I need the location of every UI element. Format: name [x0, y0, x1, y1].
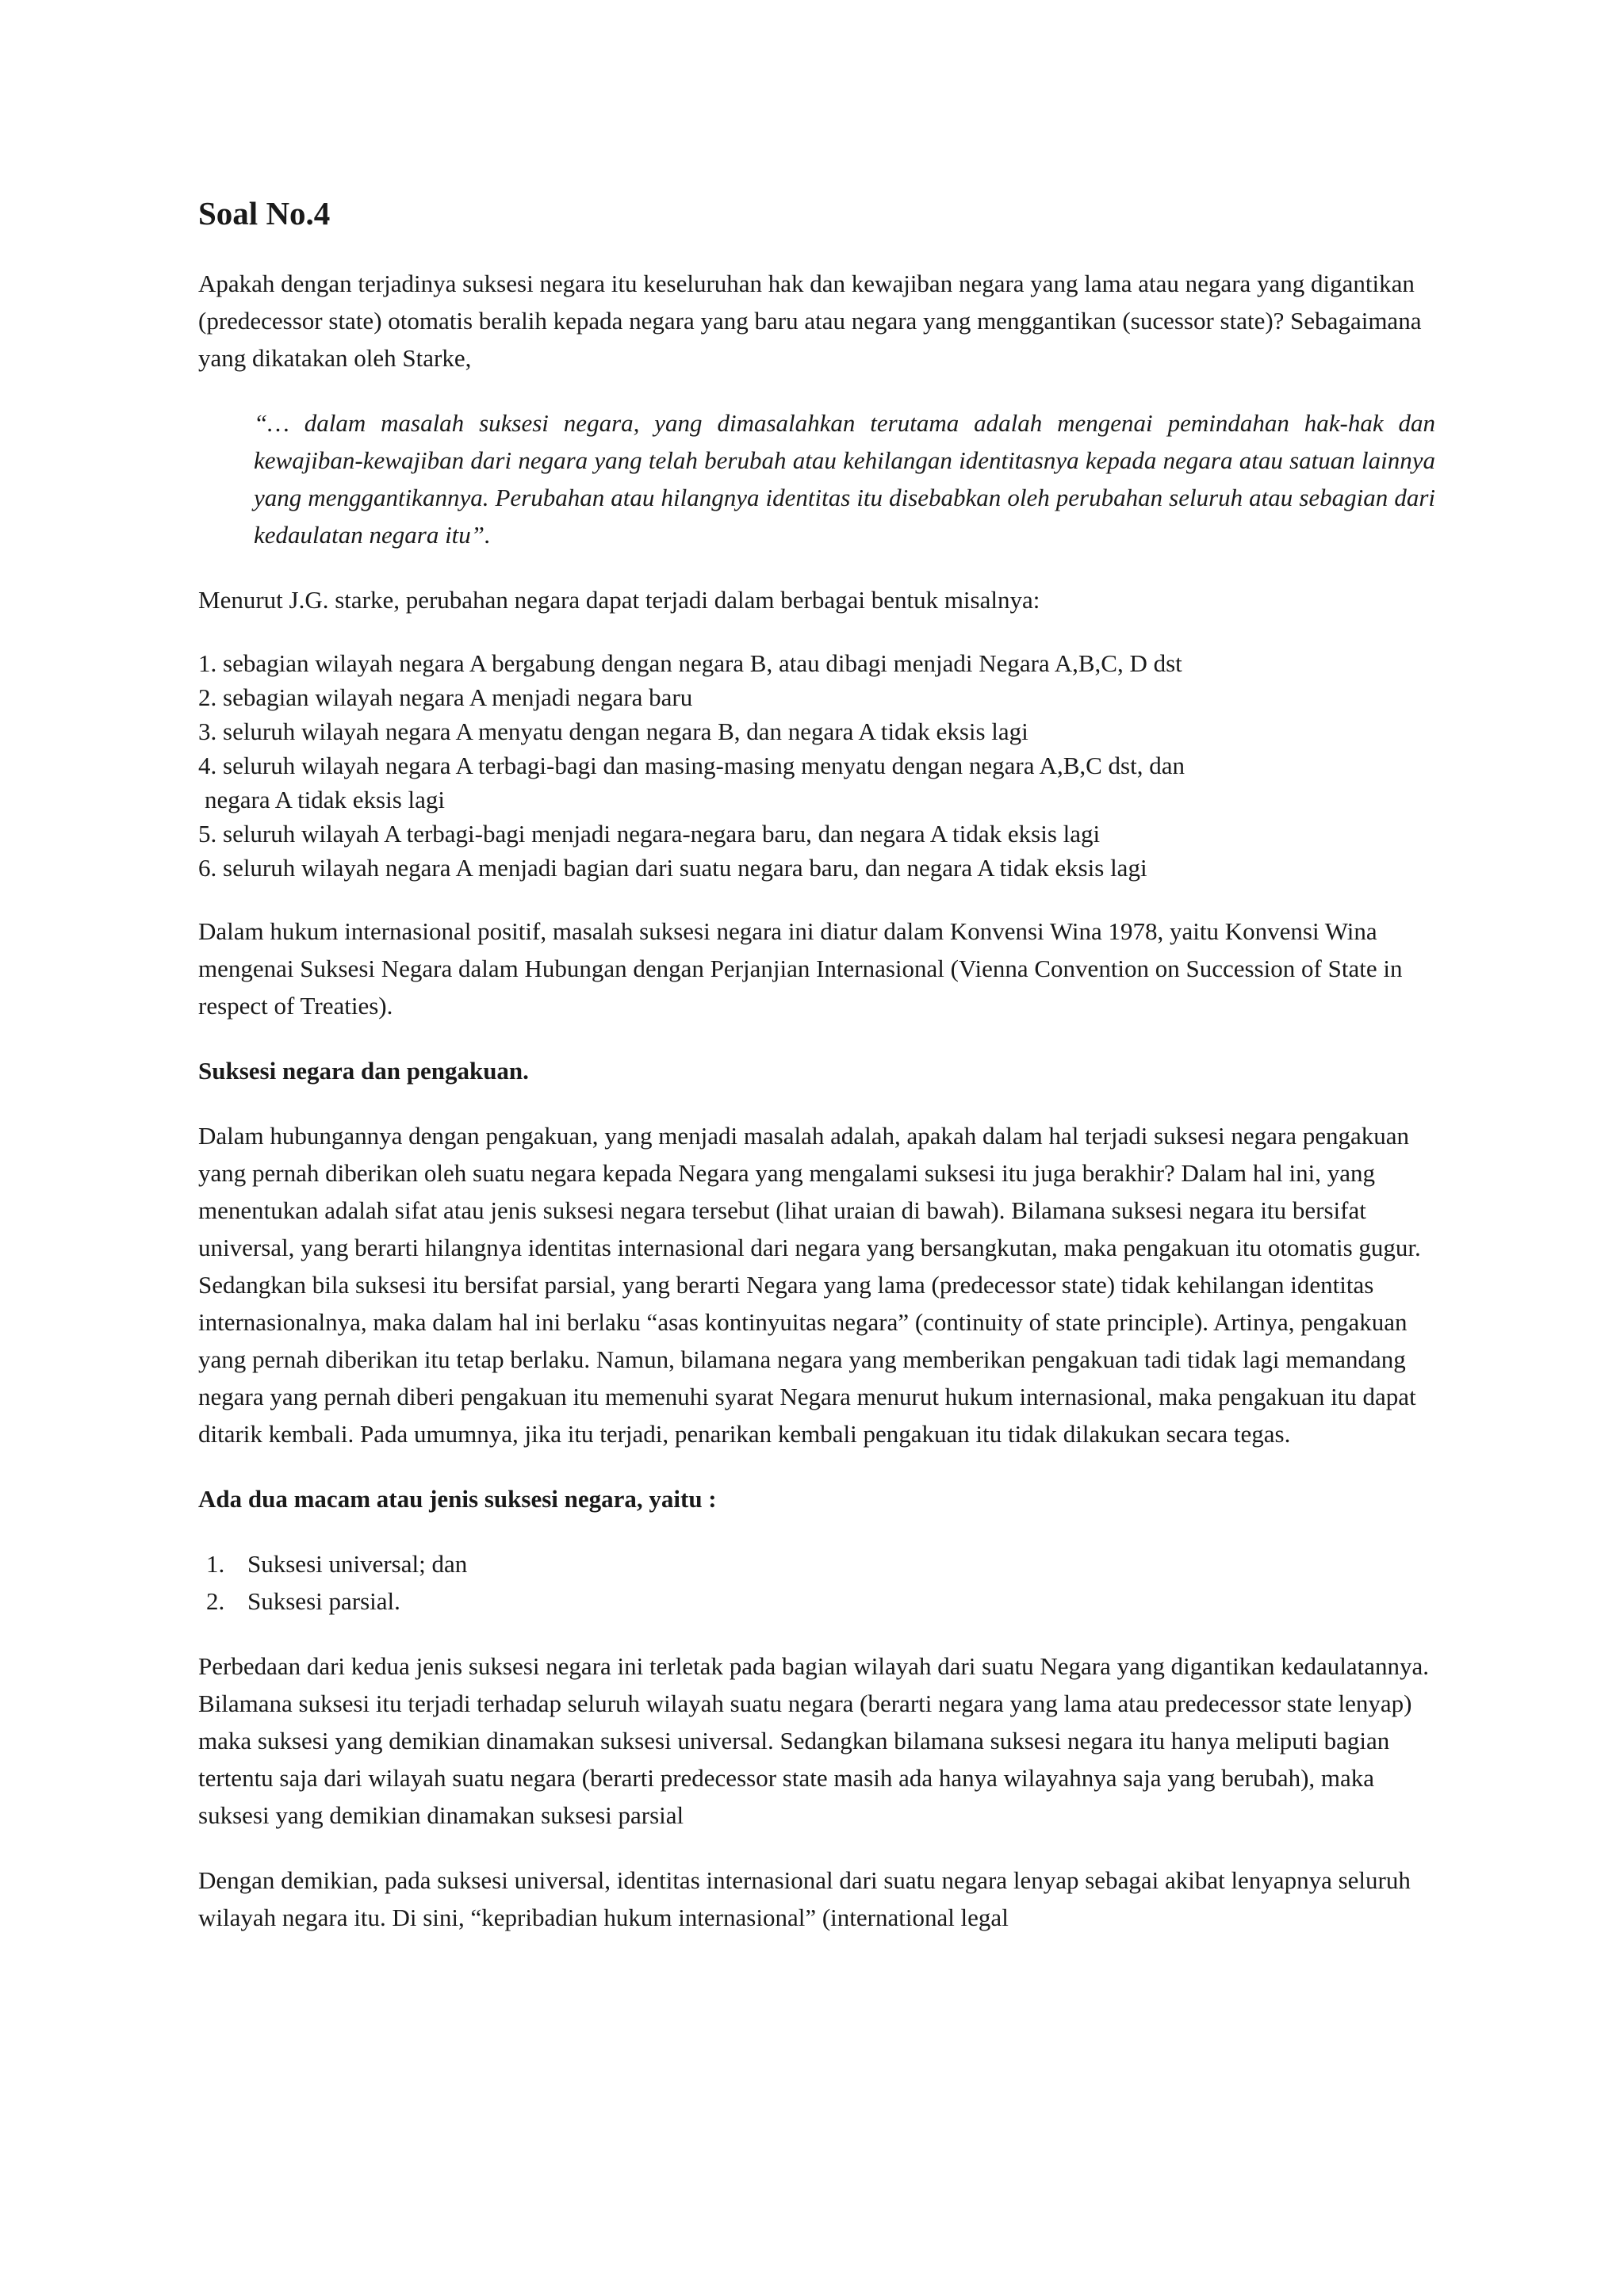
list-number: 2.	[206, 1587, 225, 1616]
list-number: 1.	[206, 1550, 225, 1578]
document-page	[198, 194, 1435, 1964]
convention-paragraph: Dalam hukum internasional positif, masalah suksesi negara ini diatur dalam Konvensi Wina 1978, yaitu Konvensi Wina mengenai Suksesi Negara dalam Hubungan dengan Perjanjian Internasional (Vienna Convention on Succession of State in respect of Treaties).	[198, 917, 1403, 1020]
list-item: 6. seluruh wilayah negara A menjadi bagian dari suatu negara baru, dan negara A tidak eksis lagi	[198, 854, 1147, 882]
intro-paragraph: Apakah dengan terjadinya suksesi negara itu keseluruhan hak dan kewajiban negara yang lama atau negara yang digantikan (predecessor state) otomatis beralih kepada negara yang baru atau negara yang menggantikan (sucessor state)? Sebagaimana yang dikatakan oleh Starke,	[198, 270, 1422, 373]
forms-list	[198, 646, 1435, 885]
section-heading-recognition: Suksesi negara dan pengakuan.	[198, 1057, 529, 1085]
list-item: 3. seluruh wilayah negara A menyatu dengan negara B, dan negara A tidak eksis lagi	[198, 718, 1028, 746]
list-item: 1. sebagian wilayah negara A bergabung dengan negara B, atau dibagi menjadi Negara A,B,C, D dst	[198, 649, 1182, 678]
list-item-continuation: negara A tidak eksis lagi	[205, 786, 446, 814]
types-list	[198, 1545, 1435, 1620]
list-text: Suksesi universal; dan	[247, 1550, 468, 1578]
list-text: Suksesi parsial.	[247, 1587, 400, 1616]
starke-intro-paragraph: Menurut J.G. starke, perubahan negara dapat terjadi dalam berbagai bentuk misalnya:	[198, 586, 1040, 614]
difference-paragraph: Perbedaan dari kedua jenis suksesi negara ini terletak pada bagian wilayah dari suatu Negara yang digantikan kedaulatannya. Bilamana suksesi itu terjadi terhadap seluruh wilayah suatu negara (berarti negara yang lama atau predecessor state lenyap) maka suksesi yang demikian dinamakan suksesi universal. Sedangkan bilamana suksesi negara itu hanya meliputi bagian tertentu saja dari wilayah suatu negara (berarti predecessor state masih ada hanya wilayahnya saja yang berubah), maka suksesi yang demikian dinamakan suksesi parsial	[198, 1652, 1429, 1830]
list-item	[198, 1545, 1435, 1582]
recognition-paragraph: Dalam hubungannya dengan pengakuan, yang menjadi masalah adalah, apakah dalam hal terjadi suksesi negara pengakuan yang pernah diberikan oleh suatu negara kepada Negara yang mengalami suksesi itu juga berakhir? Dalam hal ini, yang menentukan adalah sifat atau jenis suksesi negara tersebut (lihat uraian di bawah). Bilamana suksesi negara itu bersifat universal, yang berarti hilangnya identitas internasional dari negara yang bersangkutan, maka pengakuan itu otomatis gugur. Sedangkan bila suksesi itu bersifat parsial, yang berarti Negara yang lama (predecessor state) tidak kehilangan identitas internasionalnya, maka dalam hal ini berlaku “asas kontinyuitas negara” (continuity of state principle). Artinya, pengakuan yang pernah diberikan itu tetap berlaku. Namun, bilamana negara yang memberikan pengakuan tadi tidak lagi memandang negara yang pernah diberi pengakuan itu memenuhi syarat Negara menurut hukum internasional, maka pengakuan itu dapat ditarik kembali. Pada umumnya, jika itu terjadi, penarikan kembali pengakuan itu tidak dilakukan secara tegas.	[198, 1122, 1421, 1448]
section-heading-types: Ada dua macam atau jenis suksesi negara, yaitu :	[198, 1485, 717, 1513]
list-item: 5. seluruh wilayah A terbagi-bagi menjadi negara-negara baru, dan negara A tidak eksis lagi	[198, 820, 1101, 848]
closing-paragraph: Dengan demikian, pada suksesi universal, identitas internasional dari suatu negara lenyap sebagai akibat lenyapnya seluruh wilayah negara itu. Di sini, “kepribadian hukum internasional” (international legal	[198, 1866, 1411, 1932]
page-title: Soal No.4	[198, 195, 331, 232]
list-item	[198, 1582, 1435, 1620]
list-item: 2. sebagian wilayah negara A menjadi negara baru	[198, 683, 693, 712]
starke-quote: “… dalam masalah suksesi negara, yang dimasalahkan terutama adalah mengenai pemindahan hak-hak dan kewajiban-kewajiban dari negara yang telah berubah atau kehilangan identitasnya kepada negara atau satuan lainnya yang menggantikannya. Perubahan atau hilangnya identitas itu disebabkan oleh perubahan seluruh atau sebagian dari kedaulatan negara itu”.	[254, 409, 1435, 549]
list-item: 4. seluruh wilayah negara A terbagi-bagi dan masing-masing menyatu dengan negara A,B,C dst, dan	[198, 752, 1185, 780]
